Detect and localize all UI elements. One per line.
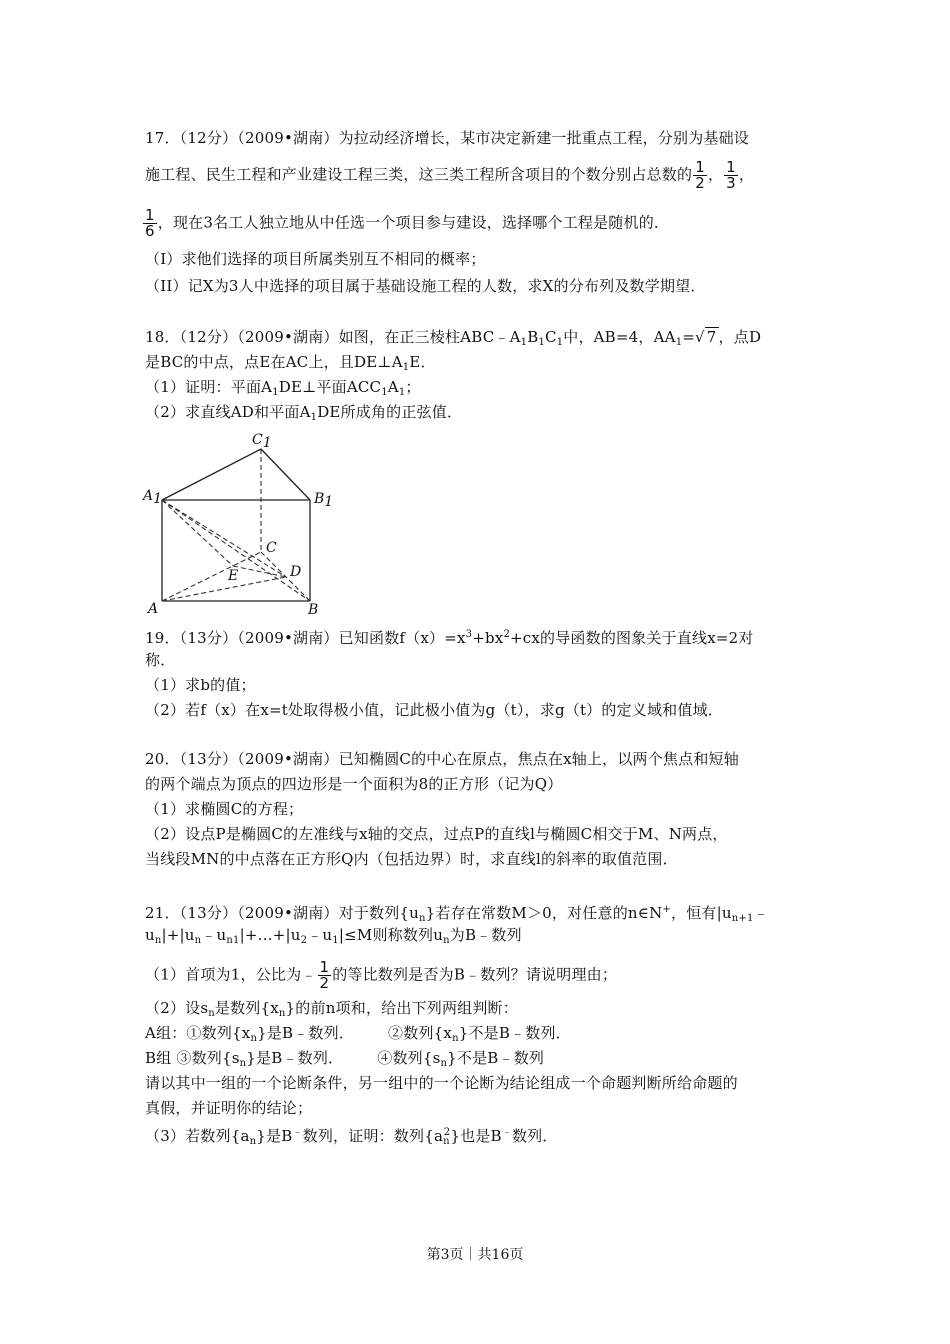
label-b1: B1 xyxy=(314,491,334,510)
frac-den: 2 xyxy=(319,974,330,992)
q21-text: 的等比数列是否为B﹣数列？请说明理由； xyxy=(332,965,618,984)
q19-line-2: 称． xyxy=(145,651,176,669)
q20-line-1: 20．（13分）（2009•湖南）已知椭圆C的中心在原点，焦点在x轴上，以两个焦点和短轴 xyxy=(145,750,739,768)
subscript: n xyxy=(440,1058,448,1069)
q21-line-2 xyxy=(145,925,522,951)
q17-line-2 xyxy=(145,160,754,191)
subscript: 1 xyxy=(556,337,564,348)
q21-text: }若存在常数M＞0，对任意的n∈N xyxy=(425,904,663,922)
comma: ， xyxy=(707,165,724,184)
q19-part-2: （2）若f（x）在x=t处取得极小值，记此极小值为g（t），求g（t）的定义域和值域． xyxy=(145,701,723,719)
q18-text: A xyxy=(387,378,399,396)
label-b: B xyxy=(308,602,319,618)
subscript: 1 xyxy=(332,935,339,946)
frac-den: 2 xyxy=(695,174,705,192)
q21-text: （2）设s xyxy=(145,999,209,1017)
q18-part-1 xyxy=(145,377,421,403)
frac-num: 1 xyxy=(319,958,330,976)
label-d: D xyxy=(290,564,302,580)
q18-text: B xyxy=(527,328,539,346)
q21-text: }是B﹣数列． xyxy=(246,1049,344,1067)
segment-a1-e xyxy=(162,500,233,566)
q21-text: |≤M则称数列u xyxy=(338,926,444,944)
subscript: 2 xyxy=(300,935,308,946)
q17-text: 施工程、民生工程和产业建设工程三类，这三类工程所含项目的个数分别占总数的 xyxy=(145,165,693,184)
segment-a1-b xyxy=(162,500,310,601)
q18-text: 是BC的中点，点E在AC上，且DE⊥A xyxy=(145,353,403,371)
q21-text: （1）首项为1，公比为 xyxy=(145,965,302,984)
q18-text: C xyxy=(545,328,557,346)
q21-text: 数列，证明：数列{a xyxy=(302,1127,444,1145)
q21-text: A组：①数列{x xyxy=(145,1024,251,1042)
subscript: n xyxy=(194,935,202,946)
superscript: ﹣ xyxy=(292,1127,303,1138)
edge-a-c xyxy=(162,552,261,601)
frac-num: 1 xyxy=(145,206,155,224)
subscript: 1 xyxy=(272,387,279,398)
q21-text: u xyxy=(145,926,155,944)
subscript: n1 xyxy=(226,935,240,946)
q21-text: 为B﹣数列 xyxy=(449,926,522,944)
fraction-half xyxy=(693,160,707,191)
label-e: E xyxy=(228,568,239,584)
q18-text: （2）求直线AD和平面A xyxy=(145,403,311,421)
q21-text: 21．（13分）（2009•湖南）对于数列{u xyxy=(145,904,420,922)
q21-part-3 xyxy=(145,1123,558,1152)
fraction-half xyxy=(318,960,332,991)
fraction-third xyxy=(724,160,738,191)
superscript: 2 xyxy=(443,1127,451,1138)
q21-part-1 xyxy=(145,960,617,991)
q21-text: 数列． xyxy=(511,1127,558,1145)
page-footer: 第3页｜共16页 xyxy=(426,1247,524,1263)
q18-text: ，点D xyxy=(718,328,762,346)
q18-part-2 xyxy=(145,402,462,428)
q21-text: ﹣u xyxy=(201,926,227,944)
q18-text: 18．（12分）（2009•湖南）如图，在正三棱柱ABC﹣A xyxy=(145,328,521,346)
subscript: 1 xyxy=(310,412,318,423)
label-a1: A1 xyxy=(143,488,163,507)
q20-part-3: 当线段MN的中点落在正方形Q内（包括边界）时，求直线l的斜率的取值范围． xyxy=(145,850,678,868)
subscript: n xyxy=(452,1033,459,1044)
label-a: A xyxy=(148,601,159,617)
q21-text: ﹣u xyxy=(307,926,333,944)
q19-part-1: （1）求b的值； xyxy=(145,676,256,694)
subscript: 1 xyxy=(520,337,528,348)
q21-text: ，恒有|u xyxy=(671,904,732,922)
q17-text: ，现在3名工人独立地从中任选一个项目参与建设，选择哪个工程是随机的． xyxy=(157,213,670,232)
q21-text: ②数列{x xyxy=(388,1024,453,1042)
q21-text: |+|u xyxy=(161,926,195,944)
q21-group-b xyxy=(145,1048,544,1074)
subscript: n xyxy=(249,1136,257,1147)
q18-text: ； xyxy=(405,378,421,396)
q21-text: }不是B﹣数列． xyxy=(458,1024,571,1042)
q20-line-2: 的两个端点为顶点的四边形是一个面积为8的正方形（记为Q） xyxy=(145,775,563,793)
q21-text: ﹣ xyxy=(753,904,769,922)
subscript: n xyxy=(278,1008,286,1019)
q19-text: 19．（13分）（2009•湖南）已知函数f（x）=x xyxy=(145,629,466,647)
segment-a1-d xyxy=(162,500,286,577)
q21-part-2-line-4: 真假，并证明你的结论； xyxy=(145,1099,313,1117)
subscript: n xyxy=(250,1033,258,1044)
superscript: ﹣ xyxy=(501,1127,512,1138)
superscript: + xyxy=(662,904,671,915)
q17-part-1: （I）求他们选择的项目所属类别互不相同的概率； xyxy=(145,250,486,268)
subscript: 1 xyxy=(402,362,410,373)
frac-num: 1 xyxy=(695,158,705,176)
q21-text: 是数列{x xyxy=(214,999,279,1017)
q20-part-2: （2）设点P是椭圆C的左准线与x轴的交点，过点P的直线l与椭圆C相交于M、N两点， xyxy=(145,825,728,843)
subscript: n xyxy=(208,1008,215,1019)
subscript: n xyxy=(154,935,162,946)
segment-a-d xyxy=(162,577,286,601)
q18-text: DE⊥平面ACC xyxy=(278,378,382,396)
frac-den: 3 xyxy=(726,174,736,192)
q21-part-2-line-3: 请以其中一组的一个论断条件，另一组中的一个论断为结论组成一个命题判断所给命题的 xyxy=(145,1074,738,1092)
fraction-sixth xyxy=(143,208,157,239)
subscript: n xyxy=(443,935,450,946)
superscript: 2 xyxy=(503,629,510,640)
q18-text: DE所成角的正弦值． xyxy=(317,403,463,421)
prism-figure xyxy=(140,428,340,618)
q21-text: B组 ③数列{s xyxy=(145,1049,240,1067)
q17-part-2: （II）记X为3人中选择的项目属于基础设施工程的人数，求X的分布列及数学期望． xyxy=(145,277,706,295)
comma: ， xyxy=(738,165,755,184)
subscript: 1 xyxy=(381,387,388,398)
subscript: n xyxy=(443,1136,450,1147)
label-c: C xyxy=(266,540,277,556)
q21-text: }是B xyxy=(256,1127,293,1145)
q17-line-1: 17．（12分）（2009•湖南）为拉动经济增长，某市决定新建一批重点工程，分别为基础设 xyxy=(145,129,749,147)
q18-line-1 xyxy=(145,327,761,353)
sqrt-value: 7 xyxy=(706,328,717,346)
frac-den: 6 xyxy=(145,222,155,240)
q18-line-2 xyxy=(145,352,436,378)
q18-text: E． xyxy=(409,353,436,371)
q21-group-a xyxy=(145,1023,571,1049)
q21-text: |+…+|u xyxy=(239,926,301,944)
q21-text: }的前n项和，给出下列两组判断： xyxy=(285,999,518,1017)
subscript: n+1 xyxy=(731,913,754,924)
edge-c1-b1 xyxy=(261,449,310,500)
q19-text: +bx xyxy=(472,629,504,647)
q21-text: （3）若数列{a xyxy=(145,1127,250,1145)
q21-text: }是B﹣数列． xyxy=(257,1024,355,1042)
q18-text: 中，AB=4，AA xyxy=(563,328,676,346)
q17-line-3 xyxy=(145,208,669,239)
q18-text: （1）证明：平面A xyxy=(145,378,273,396)
q19-line-1 xyxy=(145,625,754,648)
q21-part-2 xyxy=(145,998,518,1024)
subscript: n xyxy=(239,1058,247,1069)
q21-text: ④数列{s xyxy=(377,1049,441,1067)
sqrt-symbol: √ xyxy=(695,328,705,346)
q20-part-1: （1）求椭圆C的方程； xyxy=(145,800,304,818)
superscript: 3 xyxy=(465,629,473,640)
minus-sign: ﹣ xyxy=(301,965,317,984)
edge-a1-c1 xyxy=(162,449,261,500)
subscript: 1 xyxy=(675,337,683,348)
subscript: 1 xyxy=(538,337,545,348)
q18-text: = xyxy=(682,328,696,346)
subscript: 1 xyxy=(398,387,406,398)
frac-num: 1 xyxy=(726,158,736,176)
label-c1: C1 xyxy=(252,432,272,451)
q21-text: }也是B xyxy=(450,1127,502,1145)
subscript: n xyxy=(419,913,426,924)
q19-text: +cx的导函数的图象关于直线x=2对 xyxy=(510,629,754,647)
q21-text: }不是B﹣数列 xyxy=(447,1049,545,1067)
